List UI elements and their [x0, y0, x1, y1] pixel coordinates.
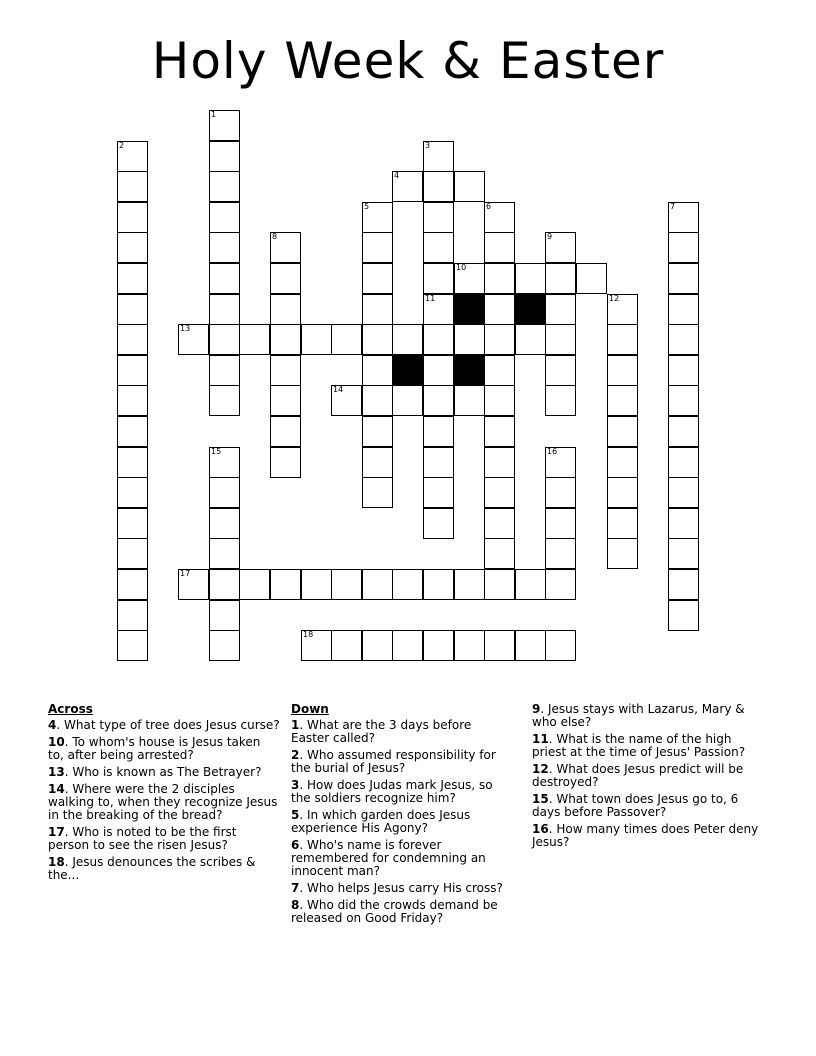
- answer-cell[interactable]: [209, 294, 240, 325]
- clue-number: 1: [211, 110, 217, 119]
- answer-cell[interactable]: [209, 355, 240, 386]
- answer-cell[interactable]: [209, 630, 240, 661]
- answer-cell[interactable]: [607, 447, 638, 478]
- answer-cell[interactable]: [331, 385, 362, 416]
- answer-cell[interactable]: [209, 263, 240, 294]
- answer-cell[interactable]: [607, 477, 638, 508]
- clue-number: 15: [532, 792, 549, 806]
- answer-cell[interactable]: [668, 385, 699, 416]
- answer-cell[interactable]: [515, 263, 546, 294]
- answer-cell[interactable]: [117, 447, 148, 478]
- clue-number: 13: [48, 765, 65, 779]
- across-heading: Across: [48, 702, 93, 716]
- answer-cell[interactable]: [454, 324, 485, 355]
- answer-cell[interactable]: [209, 538, 240, 569]
- answer-cell[interactable]: [362, 569, 393, 600]
- answer-cell[interactable]: [270, 263, 301, 294]
- answer-cell[interactable]: [392, 324, 423, 355]
- answer-cell[interactable]: [270, 324, 301, 355]
- answer-cell[interactable]: [362, 202, 393, 233]
- answer-cell[interactable]: [484, 355, 515, 386]
- answer-cell[interactable]: [331, 324, 362, 355]
- answer-cell[interactable]: [117, 171, 148, 202]
- clue-text: . In which garden does Jesus experience His Agony?: [291, 808, 471, 835]
- answer-cell[interactable]: [454, 569, 485, 600]
- answer-cell[interactable]: [545, 477, 576, 508]
- down-clue: [532, 733, 764, 759]
- answer-cell[interactable]: [607, 294, 638, 325]
- answer-cell[interactable]: [668, 447, 699, 478]
- clue-number: 7: [670, 202, 676, 211]
- across-clue: [48, 719, 280, 732]
- answer-cell[interactable]: [362, 294, 393, 325]
- answer-cell[interactable]: [362, 477, 393, 508]
- clue-number: 4: [394, 171, 400, 180]
- answer-cell[interactable]: [423, 171, 454, 202]
- answer-cell[interactable]: [545, 263, 576, 294]
- answer-cell[interactable]: [209, 171, 240, 202]
- across-clue: [48, 766, 280, 779]
- answer-cell[interactable]: [545, 324, 576, 355]
- clue-text: . What does Jesus predict will be destroyed?: [532, 762, 744, 789]
- clue-number: 4: [48, 718, 57, 732]
- answer-cell[interactable]: [545, 447, 576, 478]
- answer-cell[interactable]: [607, 416, 638, 447]
- clue-number: 3: [291, 778, 300, 792]
- answer-cell[interactable]: [209, 141, 240, 172]
- down-clue: [291, 882, 503, 895]
- clue-number: 1: [291, 718, 300, 732]
- answer-cell[interactable]: [117, 263, 148, 294]
- clue-text: . Who is noted to be the first person to see the risen Jesus?: [48, 825, 237, 852]
- answer-cell[interactable]: [454, 171, 485, 202]
- answer-cell[interactable]: [484, 630, 515, 661]
- answer-cell[interactable]: [454, 385, 485, 416]
- answer-cell[interactable]: [331, 630, 362, 661]
- answer-cell[interactable]: [423, 202, 454, 233]
- answer-cell[interactable]: [668, 324, 699, 355]
- answer-cell[interactable]: [209, 110, 240, 141]
- across-clues: [48, 703, 280, 886]
- answer-cell[interactable]: [392, 569, 423, 600]
- down-clue: [532, 763, 764, 789]
- answer-cell[interactable]: [117, 508, 148, 539]
- answer-cell[interactable]: [117, 600, 148, 631]
- clue-number: 9: [547, 232, 553, 241]
- answer-cell[interactable]: [607, 508, 638, 539]
- answer-cell[interactable]: [515, 324, 546, 355]
- clue-text: . Who's name is forever remembered for condemning an innocent man?: [291, 838, 486, 878]
- answer-cell[interactable]: [423, 294, 454, 325]
- clue-number: 11: [425, 294, 436, 303]
- answer-cell[interactable]: [668, 355, 699, 386]
- answer-cell[interactable]: [545, 569, 576, 600]
- answer-cell[interactable]: [362, 324, 393, 355]
- across-clue: [48, 856, 280, 882]
- down-heading: Down: [291, 702, 329, 716]
- clue-text: . Who did the crowds demand be released on Good Friday?: [291, 898, 498, 925]
- answer-cell[interactable]: [423, 630, 454, 661]
- clue-text: . What is the name of the high priest at the time of Jesus' Passion?: [532, 732, 746, 759]
- answer-cell[interactable]: [423, 355, 454, 386]
- clue-number: 2: [119, 141, 125, 150]
- clue-number: 11: [532, 732, 549, 746]
- black-square: [392, 355, 423, 386]
- answer-cell[interactable]: [270, 416, 301, 447]
- answer-cell[interactable]: [117, 385, 148, 416]
- answer-cell[interactable]: [484, 385, 515, 416]
- answer-cell[interactable]: [484, 324, 515, 355]
- down-clue: [291, 719, 503, 745]
- answer-cell[interactable]: [545, 538, 576, 569]
- answer-cell[interactable]: [607, 538, 638, 569]
- answer-cell[interactable]: [270, 385, 301, 416]
- answer-cell[interactable]: [545, 630, 576, 661]
- answer-cell[interactable]: [270, 232, 301, 263]
- down-clue: [291, 809, 503, 835]
- answer-cell[interactable]: [239, 569, 270, 600]
- clue-number: 17: [180, 569, 191, 578]
- down-clue: [532, 703, 764, 729]
- answer-cell[interactable]: [484, 416, 515, 447]
- answer-cell[interactable]: [668, 538, 699, 569]
- answer-cell[interactable]: [301, 630, 332, 661]
- answer-cell[interactable]: [545, 355, 576, 386]
- answer-cell[interactable]: [392, 171, 423, 202]
- clue-number: 5: [291, 808, 300, 822]
- answer-cell[interactable]: [423, 416, 454, 447]
- answer-cell[interactable]: [423, 141, 454, 172]
- page-title: Holy Week & Easter: [151, 32, 665, 90]
- answer-cell[interactable]: [484, 263, 515, 294]
- answer-cell[interactable]: [668, 416, 699, 447]
- black-square: [454, 294, 485, 325]
- answer-cell[interactable]: [668, 569, 699, 600]
- answer-cell[interactable]: [209, 232, 240, 263]
- answer-cell[interactable]: [117, 294, 148, 325]
- answer-cell[interactable]: [301, 569, 332, 600]
- clue-text: . Jesus denounces the scribes & the...: [48, 855, 256, 882]
- answer-cell[interactable]: [117, 141, 148, 172]
- clue-number: 10: [48, 735, 65, 749]
- answer-cell[interactable]: [484, 508, 515, 539]
- answer-cell[interactable]: [392, 630, 423, 661]
- answer-cell[interactable]: [484, 477, 515, 508]
- answer-cell[interactable]: [668, 202, 699, 233]
- answer-cell[interactable]: [607, 385, 638, 416]
- answer-cell[interactable]: [117, 538, 148, 569]
- clue-number: 3: [425, 141, 431, 150]
- answer-cell[interactable]: [668, 477, 699, 508]
- clue-number: 14: [48, 782, 65, 796]
- black-square: [454, 355, 485, 386]
- answer-cell[interactable]: [209, 447, 240, 478]
- down-clue: [291, 839, 503, 878]
- across-clue: [48, 736, 280, 762]
- clue-number: 6: [291, 838, 300, 852]
- across-clue: [48, 826, 280, 852]
- answer-cell[interactable]: [484, 202, 515, 233]
- answer-cell[interactable]: [362, 232, 393, 263]
- clue-number: 12: [609, 294, 620, 303]
- answer-cell[interactable]: [423, 385, 454, 416]
- answer-cell[interactable]: [117, 630, 148, 661]
- answer-cell[interactable]: [117, 569, 148, 600]
- answer-cell[interactable]: [607, 355, 638, 386]
- answer-cell[interactable]: [209, 600, 240, 631]
- clue-text: . How many times does Peter deny Jesus?: [532, 822, 759, 849]
- clue-text: . Who is known as The Betrayer?: [64, 765, 262, 779]
- answer-cell[interactable]: [423, 232, 454, 263]
- answer-cell[interactable]: [515, 569, 546, 600]
- answer-cell[interactable]: [515, 630, 546, 661]
- clue-text: . What town does Jesus go to, 6 days before Passover?: [532, 792, 739, 819]
- answer-cell[interactable]: [362, 355, 393, 386]
- answer-cell[interactable]: [392, 385, 423, 416]
- answer-cell[interactable]: [423, 569, 454, 600]
- answer-cell[interactable]: [545, 385, 576, 416]
- answer-cell[interactable]: [209, 508, 240, 539]
- answer-cell[interactable]: [178, 324, 209, 355]
- answer-cell[interactable]: [484, 447, 515, 478]
- answer-cell[interactable]: [668, 263, 699, 294]
- answer-cell[interactable]: [117, 477, 148, 508]
- answer-cell[interactable]: [209, 477, 240, 508]
- answer-cell[interactable]: [454, 630, 485, 661]
- clue-text: . Who helps Jesus carry His cross?: [299, 881, 503, 895]
- clue-text: . Who assumed responsibility for the burial of Jesus?: [291, 748, 496, 775]
- answer-cell[interactable]: [117, 355, 148, 386]
- answer-cell[interactable]: [484, 294, 515, 325]
- clue-number: 15: [211, 447, 222, 456]
- answer-cell[interactable]: [362, 385, 393, 416]
- clue-number: 2: [291, 748, 300, 762]
- answer-cell[interactable]: [301, 324, 332, 355]
- answer-cell[interactable]: [117, 416, 148, 447]
- across-clue: [48, 783, 280, 822]
- clue-text: . Where were the 2 disciples walking to, when they recognize Jesus in the breaking of the bread?: [48, 782, 278, 822]
- answer-cell[interactable]: [607, 324, 638, 355]
- answer-cell[interactable]: [209, 569, 240, 600]
- clue-text: . What type of tree does Jesus curse?: [56, 718, 280, 732]
- answer-cell[interactable]: [423, 324, 454, 355]
- answer-cell[interactable]: [545, 508, 576, 539]
- down-clue: [291, 749, 503, 775]
- clue-text: . What are the 3 days before Easter called?: [291, 718, 472, 745]
- down-clue: [291, 899, 503, 925]
- answer-cell[interactable]: [209, 385, 240, 416]
- clue-number: 18: [48, 855, 65, 869]
- clue-number: 13: [180, 324, 191, 333]
- answer-cell[interactable]: [209, 202, 240, 233]
- answer-cell[interactable]: [484, 232, 515, 263]
- clue-text: . Jesus stays with Lazarus, Mary & who else?: [532, 702, 745, 729]
- answer-cell[interactable]: [270, 355, 301, 386]
- answer-cell[interactable]: [270, 447, 301, 478]
- answer-cell[interactable]: [362, 416, 393, 447]
- answer-cell[interactable]: [362, 447, 393, 478]
- clue-number: 8: [272, 232, 278, 241]
- answer-cell[interactable]: [668, 600, 699, 631]
- answer-cell[interactable]: [423, 477, 454, 508]
- answer-cell[interactable]: [423, 447, 454, 478]
- clue-number: 16: [532, 822, 549, 836]
- answer-cell[interactable]: [270, 294, 301, 325]
- clue-number: 12: [532, 762, 549, 776]
- answer-cell[interactable]: [668, 508, 699, 539]
- answer-cell[interactable]: [484, 569, 515, 600]
- answer-cell[interactable]: [545, 232, 576, 263]
- answer-cell[interactable]: [209, 324, 240, 355]
- clue-number: 10: [456, 263, 467, 272]
- clue-number: 5: [364, 202, 370, 211]
- clue-number: 8: [291, 898, 300, 912]
- answer-cell[interactable]: [178, 569, 209, 600]
- answer-cell[interactable]: [117, 324, 148, 355]
- clue-number: 14: [333, 385, 344, 394]
- answer-cell[interactable]: [270, 569, 301, 600]
- answer-cell[interactable]: [239, 324, 270, 355]
- down-clue: [532, 793, 764, 819]
- answer-cell[interactable]: [117, 202, 148, 233]
- answer-cell[interactable]: [484, 538, 515, 569]
- clue-text: . How does Judas mark Jesus, so the soldiers recognize him?: [291, 778, 493, 805]
- clue-number: 17: [48, 825, 65, 839]
- answer-cell[interactable]: [362, 630, 393, 661]
- answer-cell[interactable]: [668, 294, 699, 325]
- answer-cell[interactable]: [454, 263, 485, 294]
- answer-cell[interactable]: [423, 263, 454, 294]
- answer-cell[interactable]: [331, 569, 362, 600]
- black-square: [515, 294, 546, 325]
- answer-cell[interactable]: [668, 232, 699, 263]
- answer-cell[interactable]: [362, 263, 393, 294]
- clue-number: 6: [486, 202, 492, 211]
- clue-number: 18: [303, 630, 314, 639]
- clue-number: 7: [291, 881, 300, 895]
- clue-text: . To whom's house is Jesus taken to, after being arrested?: [48, 735, 261, 762]
- down-clues-continued: [532, 703, 764, 853]
- down-clues: [291, 703, 503, 929]
- clue-number: 16: [547, 447, 558, 456]
- answer-cell[interactable]: [423, 508, 454, 539]
- answer-cell[interactable]: [545, 294, 576, 325]
- down-clue: [291, 779, 503, 805]
- clue-number: 9: [532, 702, 541, 716]
- answer-cell[interactable]: [117, 232, 148, 263]
- answer-cell[interactable]: [576, 263, 607, 294]
- down-clue: [532, 823, 764, 849]
